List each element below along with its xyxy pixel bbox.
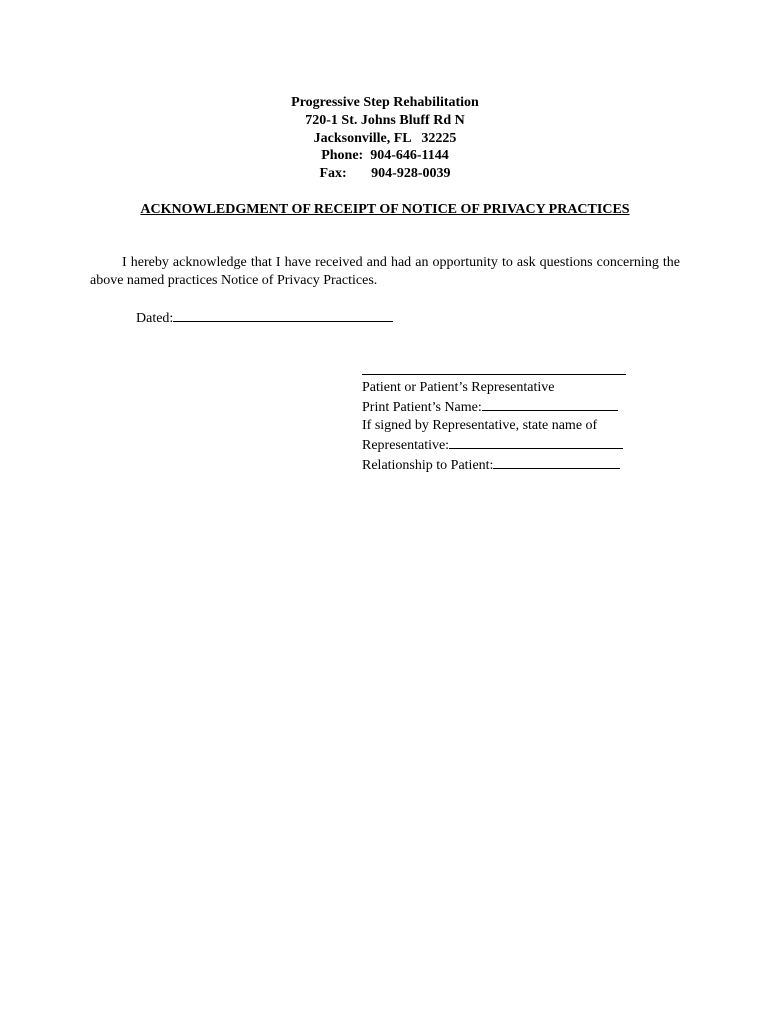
signature-caption: Patient or Patient’s Representative: [362, 380, 555, 395]
dated-field[interactable]: [173, 308, 393, 322]
print-name-row: [362, 397, 623, 417]
document-title: ACKNOWLEDGMENT OF RECEIPT OF NOTICE OF PRIVACY PRACTICES: [140, 202, 630, 217]
representative-field[interactable]: [449, 435, 623, 449]
dated-label: Dated:: [136, 311, 174, 326]
signed-by-label: If signed by Representative, state name of: [362, 418, 598, 433]
address-line-2: Jacksonville, FL 32225: [313, 130, 457, 146]
relationship-label: Relationship to Patient:: [362, 458, 494, 473]
representative-label: Representative:: [362, 438, 450, 453]
fax-line: Fax: 904-928-0039: [319, 166, 451, 182]
practice-name: Progressive Step Rehabilitation: [291, 95, 479, 110]
print-name-label: Print Patient’s Name:: [362, 400, 482, 415]
representative-row: [362, 435, 623, 455]
relationship-field[interactable]: [493, 455, 620, 469]
relationship-row: [362, 455, 623, 475]
dated-row: [136, 308, 393, 328]
address-line-1: 720-1 St. Johns Bluff Rd N: [305, 112, 465, 128]
signature-line[interactable]: [362, 374, 626, 375]
signature-block: [362, 379, 623, 475]
acknowledgment-paragraph: I hereby acknowledge that I have received and had an opportunity to ask questions concerning the above named practices Notice of Privacy Practices.: [90, 255, 680, 288]
letterhead: [0, 94, 770, 183]
print-name-field[interactable]: [482, 397, 618, 411]
phone-line: Phone: 904-646-1144: [321, 148, 449, 164]
